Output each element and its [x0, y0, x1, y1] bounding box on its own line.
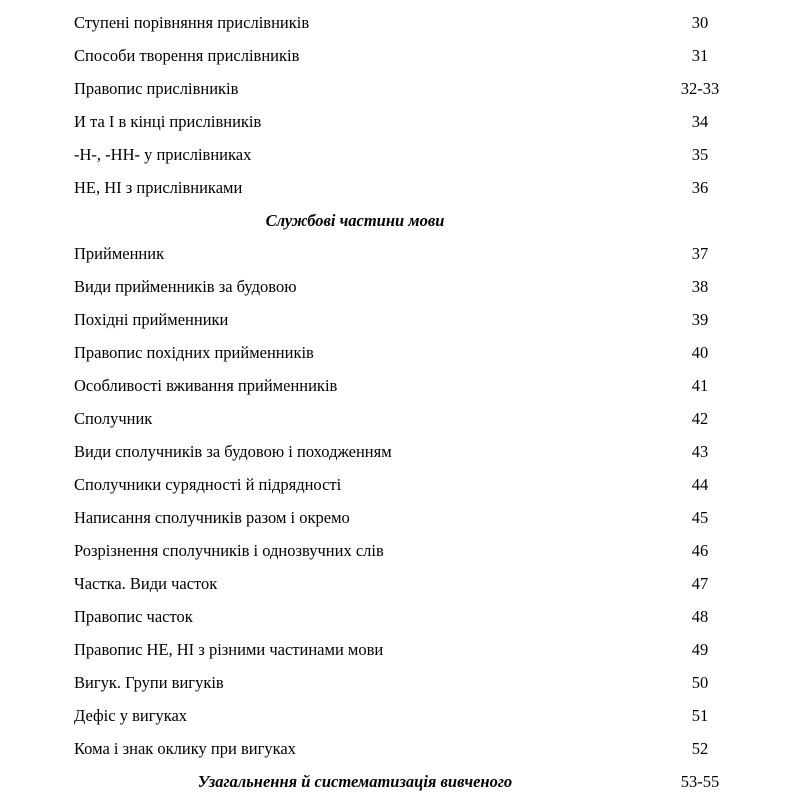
toc-entry-page: 40: [691, 343, 709, 362]
toc-row: [0, 633, 800, 666]
toc-row: [0, 39, 800, 72]
toc-row: [0, 666, 800, 699]
toc-entry-title: Кома і знак оклику при вигуках: [74, 739, 296, 758]
toc-entry-page: 43: [691, 442, 709, 461]
toc-row: [0, 237, 800, 270]
toc-row: [0, 138, 800, 171]
toc-section-heading: [0, 204, 800, 237]
toc-entry-page: 44: [691, 475, 709, 494]
toc-entry-title: Види прийменників за будовою: [74, 277, 297, 296]
toc-entry-title: Сполучники сурядності й підрядності: [74, 475, 342, 494]
toc-entry-page: 35: [691, 145, 709, 164]
toc-row: [0, 6, 800, 39]
toc-row: [0, 369, 800, 402]
toc-row: [0, 468, 800, 501]
toc-entry-page: 52: [691, 739, 709, 758]
toc-entry-page: 51: [691, 706, 709, 725]
toc-row: [0, 72, 800, 105]
toc-row: [0, 270, 800, 303]
toc-entry-page: 48: [691, 607, 709, 626]
summary-page: 53-55: [680, 772, 720, 791]
toc-row: [0, 402, 800, 435]
table-of-contents: [0, 6, 800, 798]
toc-entry-title: И та І в кінці прислівників: [74, 112, 262, 131]
toc-row: [0, 171, 800, 204]
toc-row: [0, 435, 800, 468]
toc-entry-page: 49: [691, 640, 709, 659]
toc-entry-title: -Н-, -НН- у прислівниках: [74, 145, 252, 164]
toc-entry-page: 36: [691, 178, 709, 197]
toc-entry-page: 41: [691, 376, 709, 395]
toc-entry-title: Похідні прийменники: [74, 310, 229, 329]
summary-title: Узагальнення й систематизація вивченого: [197, 772, 513, 791]
toc-row: [0, 699, 800, 732]
toc-row: [0, 534, 800, 567]
toc-entry-page: 39: [691, 310, 709, 329]
toc-entry-title: Вигук. Групи вигуків: [74, 673, 224, 692]
toc-entry-page: 32-33: [680, 79, 720, 98]
toc-row: [0, 336, 800, 369]
toc-entry-title: Дефіс у вигуках: [74, 706, 188, 725]
toc-row: [0, 732, 800, 765]
toc-row: [0, 600, 800, 633]
toc-entry-title: Правопис часток: [74, 607, 193, 626]
toc-entry-page: 42: [691, 409, 709, 428]
toc-entry-page: 31: [691, 46, 709, 65]
toc-entry-title: Правопис похідних прийменників: [74, 343, 314, 362]
toc-summary-row: [0, 765, 800, 798]
toc-entry-page: 30: [691, 13, 709, 32]
toc-entry-title: Ступені порівняння прислівників: [74, 13, 310, 32]
toc-entry-title: Прийменник: [74, 244, 165, 263]
toc-entry-title: Розрізнення сполучників і однозвучних слів: [74, 541, 384, 560]
toc-entry-title: Особливості вживання прийменників: [74, 376, 338, 395]
toc-entry-title: НЕ, НІ з прислівниками: [74, 178, 243, 197]
toc-entry-page: 45: [691, 508, 709, 527]
toc-entry-page: 46: [691, 541, 709, 560]
toc-entry-title: Частка. Види часток: [74, 574, 218, 593]
toc-entry-title: Сполучник: [74, 409, 153, 428]
toc-row: [0, 105, 800, 138]
toc-entry-page: 50: [691, 673, 709, 692]
toc-entry-page: 38: [691, 277, 709, 296]
toc-row: [0, 303, 800, 336]
toc-entry-page: 47: [691, 574, 709, 593]
toc-entry-title: Способи творення прислівників: [74, 46, 300, 65]
toc-entry-title: Види сполучників за будовою і походженням: [74, 442, 392, 461]
section-heading-title: Службові частини мови: [265, 211, 445, 230]
toc-entry-page: 34: [691, 112, 709, 131]
toc-row: [0, 501, 800, 534]
toc-entry-page: 37: [691, 244, 709, 263]
toc-entry-title: Правопис НЕ, НІ з різними частинами мови: [74, 640, 384, 659]
toc-entry-title: Правопис прислівників: [74, 79, 239, 98]
toc-entry-title: Написання сполучників разом і окремо: [74, 508, 350, 527]
toc-row: [0, 567, 800, 600]
